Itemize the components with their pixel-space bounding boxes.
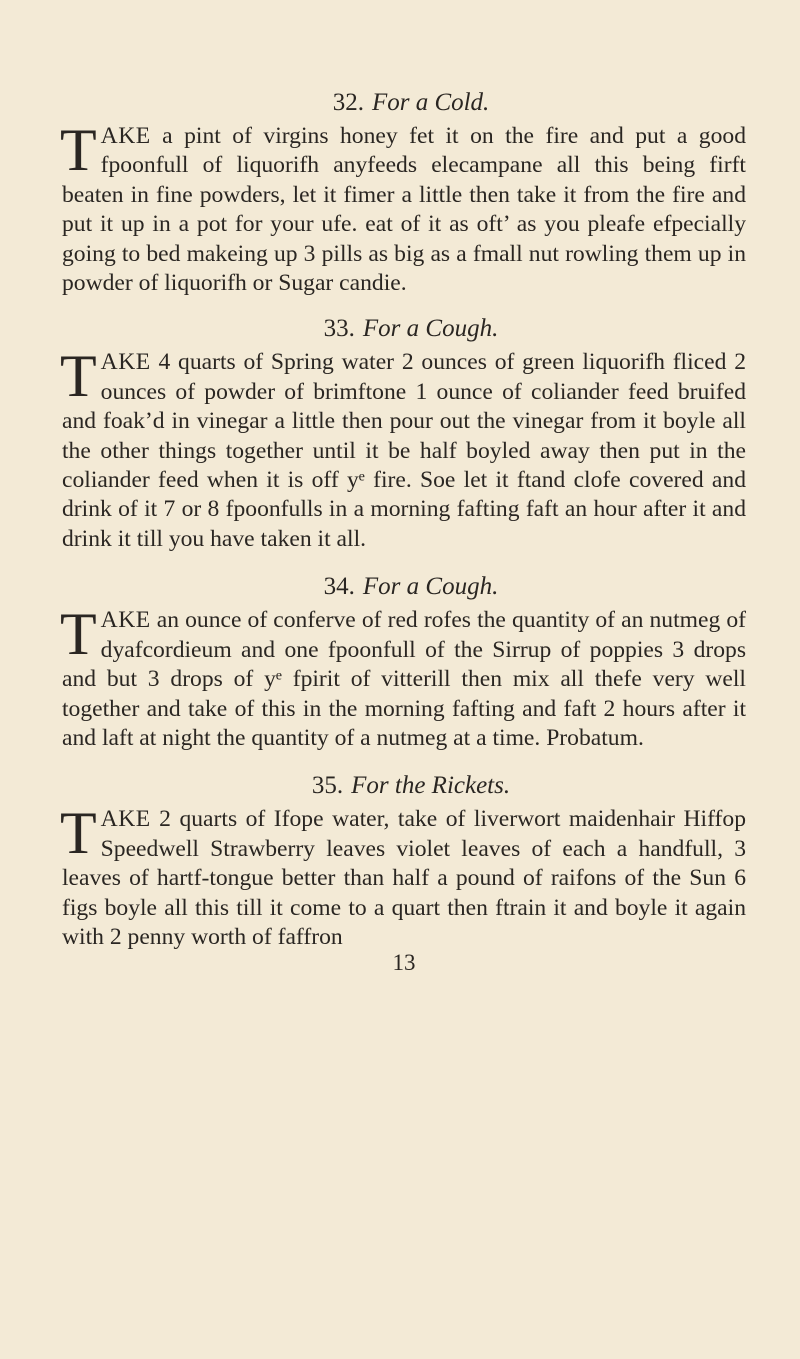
recipe-text: [60, 601, 746, 753]
recipe-title: For a Cough.: [362, 315, 499, 343]
recipe-lead-word: AKE: [100, 349, 151, 376]
book-page: [62, 88, 746, 976]
recipe-text: [60, 800, 746, 952]
drop-cap: T: [60, 117, 97, 183]
recipe-number: 34.: [323, 573, 355, 601]
recipe-body: 2 quarts of Ifope water, take of liverwort maidenhair Hiffop Speedwell Strawberry leaves violet leaves of each a handfull, 3 leaves of hartf-tongue better than half a pound of raifons of the Sun 6 figs boyle all this till it come to a quart then ftrain it and boyle it again with 2 penny worth of faffron: [62, 806, 746, 950]
recipe-body: an ounce of conferve of red rofes the quantity of an nutmeg of dyafcordieum and one fpoonfull of the Sirrup of poppies 3 drops and but 3 drops of yᵉ fpirit of vitterill then mix all thefe very well together and take of this in the morning fafting and faft 2 hours after it and laft at night the quantity of a nutmeg at a time. Probatum.: [62, 607, 746, 751]
recipe-heading: [62, 771, 746, 801]
drop-cap: T: [60, 601, 97, 668]
recipe-text: [60, 343, 746, 554]
recipe-lead-word: AKE: [100, 806, 151, 833]
recipe-text: [60, 117, 746, 298]
recipe-lead-word: AKE: [100, 123, 151, 149]
recipe-lead-word: AKE: [100, 607, 151, 634]
recipe-heading: [62, 314, 746, 344]
recipe-title: For a Cold.: [371, 89, 490, 116]
recipe-number: 33.: [323, 315, 355, 343]
recipe-title: For a Cough.: [362, 573, 499, 601]
drop-cap: T: [60, 343, 97, 410]
recipe-heading: [62, 88, 746, 118]
recipe-heading: [62, 572, 746, 602]
recipe-body: 4 quarts of Spring water 2 ounces of green liquorifh fliced 2 ounces of powder of brimftone 1 ounce of coliander feed bruifed and foak’d in vinegar a little then pour out the vinegar from it boyle all the other things together until it be half boyled away then put in the coliander feed when it is off yᵉ fire. Soe let it ftand clofe covered and drink of it 7 or 8 fpoonfulls in a morning fafting faft an hour after it and drink it till you have taken it all.: [62, 349, 746, 552]
drop-cap: T: [60, 800, 97, 867]
recipe-title: For the Rickets.: [351, 772, 511, 800]
recipe-body: a pint of virgins honey fet it on the fire and put a good fpoonfull of liquorifh anyfeeds elecampane all this being firft beaten in fine powders, let it fimer a little then take it from the fire and put it up in a pot for your ufe. eat of it as oft’ as you pleafe efpecially going to bed makeing up 3 pills as big as a fmall nut rowling them up in powder of liquorifh or Sugar candie.: [62, 123, 746, 297]
recipe-number: 35.: [311, 772, 344, 800]
recipe-number: 32.: [332, 89, 364, 116]
page-number: 13: [392, 950, 416, 976]
